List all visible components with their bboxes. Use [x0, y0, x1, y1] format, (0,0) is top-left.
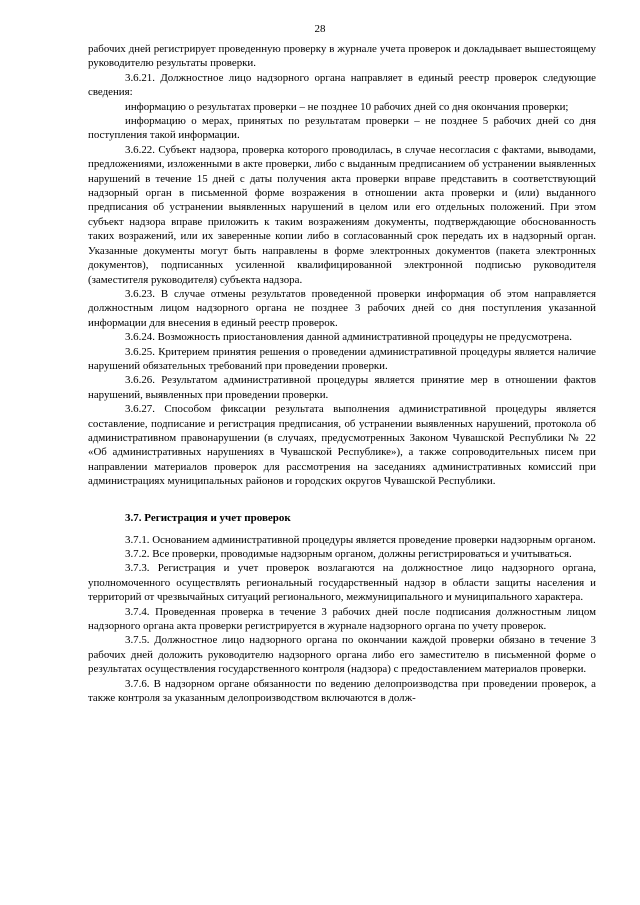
- paragraph-3-6-21: 3.6.21. Должностное лицо надзорного органа направляет в единый реестр проверок следующие сведения:: [88, 71, 596, 99]
- paragraph-3-7-1: 3.7.1. Основанием административной процедуры является проведение проверки надзорным органом.: [125, 533, 596, 546]
- list-item-measures-info: информацию о мерах, принятых по результатам проверки – не позднее 5 рабочих дней со дня поступления такой информации.: [88, 115, 596, 142]
- paragraph-3-6-24: 3.6.24. Возможность приостановления данной административной процедуры не предусмотрена.: [125, 331, 572, 344]
- section-heading-3-7: 3.7. Регистрация и учет проверок: [125, 511, 291, 524]
- paragraph-3-7-5: 3.7.5. Должностное лицо надзорного органа по окончании каждой проверки обязано в течение 3 рабочих дней доложить руководителю надзорного органа либо его заместителю в письменной форме о результатах осуществления государственного контроля (надзора) с предоставлением материалов проверки.: [88, 634, 596, 676]
- paragraph-3-7-2: 3.7.2. Все проверки, проводимые надзорным органом, должны регистрироваться и учитываться.: [125, 548, 572, 560]
- paragraph-3-6-27: 3.6.27. Способом фиксации результата выполнения административной процедуры является составление, подписание и регистрация предписания, об устранении выявленных нарушений, протокола об административном правонарушении (в случаях, предусмотренных Законом Чувашской Республики № 22 «Об административных нарушениях в Чувашской Республике»), а также сопроводительных писем при направлении материалов проверок для рассмотрения на заседаниях административных комиссий при администрациях муниципальных районов и городских округов Чувашской Республики.: [88, 403, 596, 488]
- paragraph-continuation: рабочих дней регистрирует проведенную проверку в журнале учета проверок и докладывает вышестоящему руководителю результаты проверки.: [88, 43, 596, 70]
- page-number: 28: [314, 23, 326, 35]
- paragraph-3-7-3: 3.7.3. Регистрация и учет проверок возлагаются на должностное лицо надзорного органа, уполномоченного осуществлять региональный государственный надзор в области защиты населения и территорий от чрезвычайных ситуаций регионального, межмуниципального и муниципального характера.: [88, 562, 596, 604]
- paragraph-3-6-22: 3.6.22. Субъект надзора, проверка которого проводилась, в случае несогласия с фактами, выводами, предложениями, изложенными в акте проверки, либо с выданным предписанием об устранении выявленных нарушений в течение 15 дней с даты получения акта проверки вправе представить в соответствующий надзорный орган в письменной форме возражения в отношении акта проверки и (или) выданного предписания об устранении выявленных нарушений в целом или его отдельных положений. При этом субъект надзора вправе приложить к таким возражениям документы, подтверждающие обоснованность таких возражений, или их заверенные копии либо в согласованный срок передать их в надзорный орган. Указанные документы могут быть направлены в форме электронных документов (пакета электронных документов), подписанных усиленной квалифицированной электронной подписью руководителя (заместителя руководителя) субъекта надзора.: [88, 143, 596, 286]
- paragraph-3-6-25: 3.6.25. Критерием принятия решения о проведении административной процедуры является наличие нарушений обязательных требований при проведении проверки.: [88, 345, 596, 372]
- document-body: [88, 42, 596, 705]
- list-item-results-info: информацию о результатах проверки – не позднее 10 рабочих дней со дня окончания проверки;: [125, 100, 569, 113]
- paragraph-3-6-23: 3.6.23. В случае отмены результатов проведенной проверки информация об этом направляется должностным лицом надзорного органа не позднее 3 рабочих дней со дня поступления указанной информации для внесения в единый реестр проверок.: [88, 287, 596, 329]
- paragraph-3-7-4: 3.7.4. Проведенная проверка в течение 3 рабочих дней после подписания должностным лицом надзорного органа акта проверки регистрируется в журнале надзорного органа по учету проверок.: [88, 605, 596, 633]
- paragraph-3-6-26: 3.6.26. Результатом административной процедуры является принятие мер в отношении фактов нарушений, выявленных при проведении проверки.: [88, 374, 596, 401]
- paragraph-3-7-6: 3.7.6. В надзорном органе обязанности по ведению делопроизводства при проведении проверок, а также контроля за указанным делопроизводством включаются в долж-: [88, 677, 596, 705]
